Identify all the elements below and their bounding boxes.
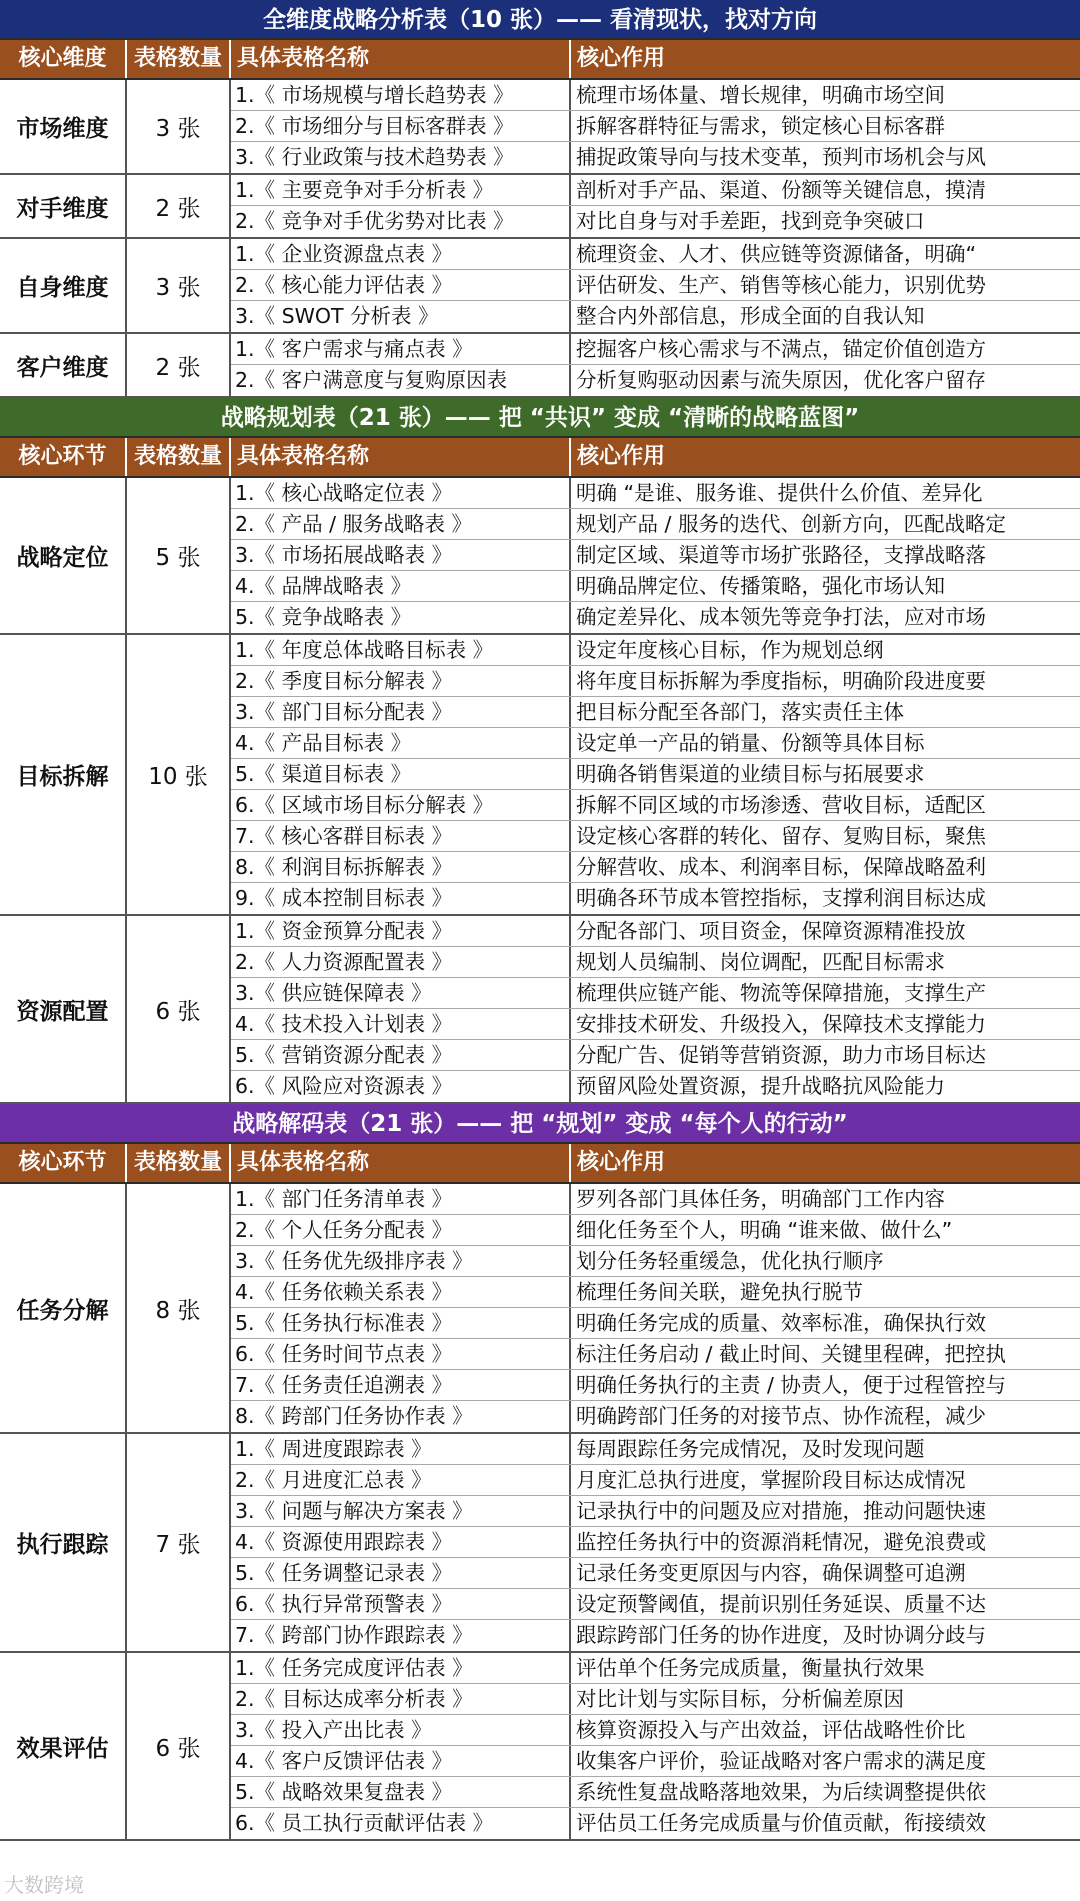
table-name-cell: 6.《 执行异常预警表 》	[231, 1589, 571, 1619]
table-row	[231, 1184, 1080, 1215]
table-purpose-cell: 拆解不同区域的市场渗透、营收目标，适配区	[576, 793, 986, 817]
table-name-cell: 1.《 企业资源盘点表 》	[231, 239, 571, 269]
group-dimension-label: 效果评估	[0, 1653, 127, 1839]
column-header-table-name: 具体表格名称	[231, 40, 571, 78]
table-row	[231, 635, 1080, 666]
table-row	[231, 916, 1080, 947]
section-planning	[0, 398, 1080, 1104]
table-row	[231, 175, 1080, 206]
table-name-cell: 1.《 主要竞争对手分析表 》	[231, 175, 571, 205]
section-decoding	[0, 1104, 1080, 1841]
group-dimension-label: 自身维度	[0, 239, 127, 332]
column-header-table-name: 具体表格名称	[231, 438, 571, 476]
table-name-cell: 1.《 周进度跟踪表 》	[231, 1434, 571, 1464]
column-header-stage: 核心环节	[0, 438, 127, 476]
group-table-count: 10 张	[127, 635, 231, 914]
table-purpose-cell: 监控任务执行中的资源消耗情况，避免浪费或	[576, 1530, 986, 1554]
table-purpose-cell: 确定差异化、成本领先等竞争打法，应对市场	[576, 605, 986, 629]
column-header-purpose: 核心作用	[577, 444, 666, 469]
table-purpose-cell: 规划产品 / 服务的迭代、创新方向，匹配战略定	[576, 512, 1006, 536]
table-row	[231, 1465, 1080, 1496]
section-title: 战略解码表（21 张）—— 把 “规划” 变成 “每个人的行动”	[0, 1104, 1080, 1144]
table-group	[0, 1653, 1080, 1841]
table-purpose-cell: 分解营收、成本、利润率目标，保障战略盈利	[576, 855, 986, 879]
table-purpose-cell: 评估单个任务完成质量，衡量执行效果	[576, 1656, 925, 1680]
column-header-count: 表格数量	[127, 438, 231, 476]
table-purpose-cell: 剖析对手产品、渠道、份额等关键信息，摸清	[576, 178, 986, 202]
table-name-cell: 4.《 任务依赖关系表 》	[231, 1277, 571, 1307]
table-name-cell: 2.《 目标达成率分析表 》	[231, 1684, 571, 1714]
table-purpose-cell: 明确任务完成的质量、效率标准，确保执行效	[576, 1311, 986, 1335]
table-purpose-cell: 挖掘客户核心需求与不满点，锚定价值创造方	[576, 337, 986, 361]
table-row	[231, 1620, 1080, 1651]
section-title: 战略规划表（21 张）—— 把 “共识” 变成 “清晰的战略蓝图”	[0, 398, 1080, 438]
table-purpose-cell: 梳理资金、人才、供应链等资源储备，明确“	[576, 242, 977, 266]
table-row	[231, 1308, 1080, 1339]
table-name-cell: 5.《 任务调整记录表 》	[231, 1558, 571, 1588]
table-row	[231, 790, 1080, 821]
group-rows	[231, 80, 1080, 173]
table-row	[231, 142, 1080, 173]
table-purpose-cell: 明确跨部门任务的对接节点、协作流程，减少	[576, 1404, 986, 1428]
table-name-cell: 2.《 个人任务分配表 》	[231, 1215, 571, 1245]
table-row	[231, 1401, 1080, 1432]
table-purpose-cell: 每周跟踪任务完成情况，及时发现问题	[576, 1437, 925, 1461]
table-row	[231, 1746, 1080, 1777]
table-name-cell: 5.《 竞争战略表 》	[231, 602, 571, 633]
section-body	[0, 478, 1080, 1104]
group-dimension-label: 战略定位	[0, 478, 127, 633]
table-row	[231, 1246, 1080, 1277]
table-name-cell: 4.《 资源使用跟踪表 》	[231, 1527, 571, 1557]
table-name-cell: 3.《 部门目标分配表 》	[231, 697, 571, 727]
table-name-cell: 3.《 投入产出比表 》	[231, 1715, 571, 1745]
table-row	[231, 270, 1080, 301]
table-purpose-cell: 分析复购驱动因素与流失原因，优化客户留存	[576, 368, 986, 392]
table-row	[231, 883, 1080, 914]
table-name-cell: 1.《 核心战略定位表 》	[231, 478, 571, 508]
table-row	[231, 1653, 1080, 1684]
table-row	[231, 1339, 1080, 1370]
table-row	[231, 1009, 1080, 1040]
table-row	[231, 1558, 1080, 1589]
table-row	[231, 540, 1080, 571]
section-body	[0, 1184, 1080, 1841]
table-row	[231, 1684, 1080, 1715]
group-table-count: 7 张	[127, 1434, 231, 1651]
group-table-count: 8 张	[127, 1184, 231, 1432]
table-row	[231, 1370, 1080, 1401]
table-name-cell: 6.《 员工执行贡献评估表 》	[231, 1808, 571, 1839]
table-row	[231, 728, 1080, 759]
group-table-count: 3 张	[127, 80, 231, 173]
table-purpose-cell: 评估研发、生产、销售等核心能力，识别优势	[576, 273, 986, 297]
table-purpose-cell: 规划人员编制、岗位调配，匹配目标需求	[576, 950, 945, 974]
table-purpose-cell: 预留风险处置资源，提升战略抗风险能力	[576, 1074, 945, 1098]
table-name-cell: 3.《 行业政策与技术趋势表 》	[231, 142, 571, 173]
table-name-cell: 4.《 品牌战略表 》	[231, 571, 571, 601]
table-row	[231, 478, 1080, 509]
table-purpose-cell: 梳理市场体量、增长规律，明确市场空间	[576, 83, 945, 107]
section-body	[0, 80, 1080, 398]
table-group	[0, 1184, 1080, 1434]
table-group	[0, 478, 1080, 635]
group-rows	[231, 478, 1080, 633]
group-rows	[231, 239, 1080, 332]
group-table-count: 6 张	[127, 1653, 231, 1839]
column-header-count: 表格数量	[127, 1144, 231, 1182]
table-name-cell: 5.《 渠道目标表 》	[231, 759, 571, 789]
table-row	[231, 334, 1080, 365]
table-row	[231, 365, 1080, 396]
table-name-cell: 1.《 年度总体战略目标表 》	[231, 635, 571, 665]
table-purpose-cell: 明确品牌定位、传播策略，强化市场认知	[576, 574, 945, 598]
table-row	[231, 1071, 1080, 1102]
table-purpose-cell: 跟踪跨部门任务的协作进度，及时协调分歧与	[576, 1623, 986, 1647]
table-purpose-cell: 捕捉政策导向与技术变革，预判市场机会与风	[576, 145, 986, 169]
table-group	[0, 1434, 1080, 1653]
column-header-count: 表格数量	[127, 40, 231, 78]
group-rows	[231, 1434, 1080, 1651]
table-row	[231, 509, 1080, 540]
group-rows	[231, 916, 1080, 1102]
table-name-cell: 6.《 区域市场目标分解表 》	[231, 790, 571, 820]
table-name-cell: 1.《 市场规模与增长趋势表 》	[231, 80, 571, 110]
column-header-row	[0, 438, 1080, 478]
group-table-count: 3 张	[127, 239, 231, 332]
table-purpose-cell: 标注任务启动 / 截止时间、关键里程碑，把控执	[576, 1342, 1006, 1366]
group-rows	[231, 175, 1080, 237]
table-name-cell: 2.《 人力资源配置表 》	[231, 947, 571, 977]
table-row	[231, 1808, 1080, 1839]
section-title: 全维度战略分析表（10 张）—— 看清现状，找对方向	[0, 0, 1080, 40]
table-name-cell: 2.《 季度目标分解表 》	[231, 666, 571, 696]
column-header-table-name: 具体表格名称	[231, 1144, 571, 1182]
group-rows	[231, 1184, 1080, 1432]
table-purpose-cell: 梳理供应链产能、物流等保障措施，支撑生产	[576, 981, 986, 1005]
table-name-cell: 3.《 问题与解决方案表 》	[231, 1496, 571, 1526]
section-analysis	[0, 0, 1080, 398]
table-name-cell: 3.《 供应链保障表 》	[231, 978, 571, 1008]
group-dimension-label: 对手维度	[0, 175, 127, 237]
table-purpose-cell: 明确 “是谁、服务谁、提供什么价值、差异化	[576, 481, 983, 505]
column-header-purpose: 核心作用	[577, 46, 666, 71]
table-row	[231, 821, 1080, 852]
table-purpose-cell: 设定预警阈值，提前识别任务延误、质量不达	[576, 1592, 986, 1616]
column-header-stage: 核心环节	[0, 1144, 127, 1182]
table-row	[231, 947, 1080, 978]
column-header-purpose: 核心作用	[577, 1150, 666, 1175]
table-name-cell: 7.《 核心客群目标表 》	[231, 821, 571, 851]
table-row	[231, 666, 1080, 697]
table-name-cell: 8.《 利润目标拆解表 》	[231, 852, 571, 882]
table-row	[231, 852, 1080, 883]
table-purpose-cell: 设定核心客群的转化、留存、复购目标，聚焦	[576, 824, 986, 848]
table-row	[231, 1589, 1080, 1620]
table-purpose-cell: 记录执行中的问题及应对措施，推动问题快速	[576, 1499, 986, 1523]
table-purpose-cell: 系统性复盘战略落地效果，为后续调整提供依	[576, 1780, 986, 1804]
table-name-cell: 7.《 跨部门协作跟踪表 》	[231, 1620, 571, 1651]
table-purpose-cell: 划分任务轻重缓急，优化执行顺序	[576, 1249, 884, 1273]
table-group	[0, 334, 1080, 398]
group-table-count: 2 张	[127, 175, 231, 237]
table-row	[231, 1215, 1080, 1246]
table-purpose-cell: 罗列各部门具体任务，明确部门工作内容	[576, 1187, 945, 1211]
group-dimension-label: 执行跟踪	[0, 1434, 127, 1651]
table-row	[231, 206, 1080, 237]
table-purpose-cell: 月度汇总执行进度，掌握阶段目标达成情况	[576, 1468, 966, 1492]
table-group	[0, 80, 1080, 175]
table-purpose-cell: 对比计划与实际目标，分析偏差原因	[576, 1687, 904, 1711]
table-name-cell: 4.《 技术投入计划表 》	[231, 1009, 571, 1039]
table-group	[0, 635, 1080, 916]
table-row	[231, 978, 1080, 1009]
group-rows	[231, 334, 1080, 396]
table-name-cell: 4.《 产品目标表 》	[231, 728, 571, 758]
watermark-logo: 大数跨境	[4, 1873, 84, 1897]
table-row	[231, 602, 1080, 633]
group-dimension-label: 目标拆解	[0, 635, 127, 914]
table-purpose-cell: 收集客户评价，验证战略对客户需求的满足度	[576, 1749, 986, 1773]
table-name-cell: 2.《 竞争对手优劣势对比表 》	[231, 206, 571, 237]
table-group	[0, 916, 1080, 1104]
table-group	[0, 175, 1080, 239]
table-name-cell: 9.《 成本控制目标表 》	[231, 883, 571, 914]
table-row	[231, 1527, 1080, 1558]
table-name-cell: 2.《 核心能力评估表 》	[231, 270, 571, 300]
table-purpose-cell: 对比自身与对手差距，找到竞争突破口	[576, 209, 925, 233]
table-purpose-cell: 拆解客群特征与需求，锁定核心目标客群	[576, 114, 945, 138]
table-row	[231, 1434, 1080, 1465]
table-row	[231, 1496, 1080, 1527]
table-purpose-cell: 制定区域、渠道等市场扩张路径，支撑战略落	[576, 543, 986, 567]
table-row	[231, 697, 1080, 728]
table-name-cell: 2.《 客户满意度与复购原因表	[231, 365, 571, 396]
table-row	[231, 111, 1080, 142]
table-purpose-cell: 整合内外部信息，形成全面的自我认知	[576, 304, 925, 328]
table-row	[231, 301, 1080, 332]
table-purpose-cell: 明确各环节成本管控指标，支撑利润目标达成	[576, 886, 986, 910]
group-rows	[231, 635, 1080, 914]
group-dimension-label: 客户维度	[0, 334, 127, 396]
table-row	[231, 759, 1080, 790]
table-name-cell: 8.《 跨部门任务协作表 》	[231, 1401, 571, 1432]
table-purpose-cell: 核算资源投入与产出效益，评估战略性价比	[576, 1718, 966, 1742]
table-name-cell: 1.《 部门任务清单表 》	[231, 1184, 571, 1214]
column-header-dimension: 核心维度	[0, 40, 127, 78]
table-row	[231, 239, 1080, 270]
group-rows	[231, 1653, 1080, 1839]
table-name-cell: 5.《 营销资源分配表 》	[231, 1040, 571, 1070]
group-dimension-label: 资源配置	[0, 916, 127, 1102]
table-name-cell: 2.《 月进度汇总表 》	[231, 1465, 571, 1495]
table-purpose-cell: 分配广告、促销等营销资源，助力市场目标达	[576, 1043, 986, 1067]
table-name-cell: 6.《 任务时间节点表 》	[231, 1339, 571, 1369]
table-group	[0, 239, 1080, 334]
table-name-cell: 4.《 客户反馈评估表 》	[231, 1746, 571, 1776]
table-name-cell: 3.《 SWOT 分析表 》	[231, 301, 571, 332]
table-purpose-cell: 分配各部门、项目资金，保障资源精准投放	[576, 919, 966, 943]
table-name-cell: 6.《 风险应对资源表 》	[231, 1071, 571, 1102]
group-table-count: 5 张	[127, 478, 231, 633]
table-row	[231, 571, 1080, 602]
table-name-cell: 1.《 任务完成度评估表 》	[231, 1653, 571, 1683]
group-dimension-label: 任务分解	[0, 1184, 127, 1432]
table-name-cell: 5.《 战略效果复盘表 》	[231, 1777, 571, 1807]
table-name-cell: 1.《 客户需求与痛点表 》	[231, 334, 571, 364]
table-name-cell: 1.《 资金预算分配表 》	[231, 916, 571, 946]
table-purpose-cell: 明确各销售渠道的业绩目标与拓展要求	[576, 762, 925, 786]
table-row	[231, 80, 1080, 111]
table-name-cell: 3.《 市场拓展战略表 》	[231, 540, 571, 570]
table-purpose-cell: 记录任务变更原因与内容，确保调整可追溯	[576, 1561, 966, 1585]
group-table-count: 6 张	[127, 916, 231, 1102]
table-purpose-cell: 把目标分配至各部门，落实责任主体	[576, 700, 904, 724]
table-name-cell: 5.《 任务执行标准表 》	[231, 1308, 571, 1338]
group-dimension-label: 市场维度	[0, 80, 127, 173]
column-header-row	[0, 1144, 1080, 1184]
table-row	[231, 1040, 1080, 1071]
table-name-cell: 3.《 任务优先级排序表 》	[231, 1246, 571, 1276]
table-row	[231, 1715, 1080, 1746]
group-table-count: 2 张	[127, 334, 231, 396]
column-header-row	[0, 40, 1080, 80]
table-purpose-cell: 设定单一产品的销量、份额等具体目标	[576, 731, 925, 755]
table-purpose-cell: 梳理任务间关联，避免执行脱节	[576, 1280, 863, 1304]
table-name-cell: 2.《 产品 / 服务战略表 》	[231, 509, 571, 539]
table-name-cell: 2.《 市场细分与目标客群表 》	[231, 111, 571, 141]
table-name-cell: 7.《 任务责任追溯表 》	[231, 1370, 571, 1400]
table-purpose-cell: 安排技术研发、升级投入，保障技术支撑能力	[576, 1012, 986, 1036]
table-purpose-cell: 设定年度核心目标，作为规划总纲	[576, 638, 884, 662]
table-row	[231, 1277, 1080, 1308]
table-purpose-cell: 评估员工任务完成质量与价值贡献，衔接绩效	[576, 1811, 986, 1835]
table-purpose-cell: 明确任务执行的主责 / 协责人，便于过程管控与	[576, 1373, 1006, 1397]
table-row	[231, 1777, 1080, 1808]
table-purpose-cell: 细化任务至个人，明确 “谁来做、做什么”	[576, 1218, 953, 1242]
table-purpose-cell: 将年度目标拆解为季度指标，明确阶段进度要	[576, 669, 986, 693]
